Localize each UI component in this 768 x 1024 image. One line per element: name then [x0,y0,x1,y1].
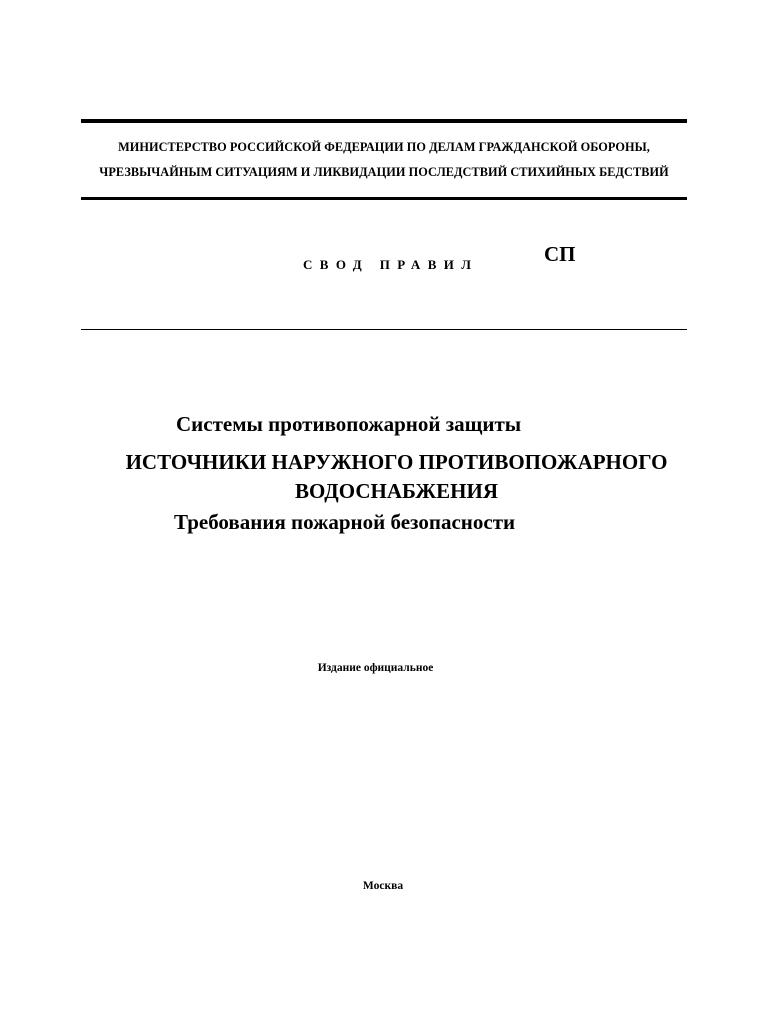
header-bottom-rule [81,197,687,200]
svod-pravil-label: СВОД ПРАВИЛ [303,257,479,272]
edition-label: Издание официальное [317,662,434,674]
ministry-name-line-2: ЧРЕЗВЫЧАЙНЫМ СИТУАЦИЯМ И ЛИКВИДАЦИИ ПОСЛЕДСТВИЙ СТИХИЙНЫХ БЕДСТВИЙ [99,165,669,179]
ministry-name-line-1: МИНИСТЕРСТВО РОССИЙСКОЙ ФЕДЕРАЦИИ ПО ДЕЛАМ ГРАЖДАНСКОЙ ОБОРОНЫ, [118,140,650,154]
document-code: СП [544,242,576,266]
code-divider-rule [81,329,687,330]
header-top-rule [81,119,687,123]
document-subtitle: Требования пожарной безопасности [174,510,516,534]
main-title-line-2: ВОДОСНАБЖЕНИЯ [295,479,498,503]
main-title-line-1: ИСТОЧНИКИ НАРУЖНОГО ПРОТИВОПОЖАРНОГО [125,450,668,474]
publication-city: Москва [362,880,404,892]
system-title: Системы противопожарной защиты [176,412,522,436]
